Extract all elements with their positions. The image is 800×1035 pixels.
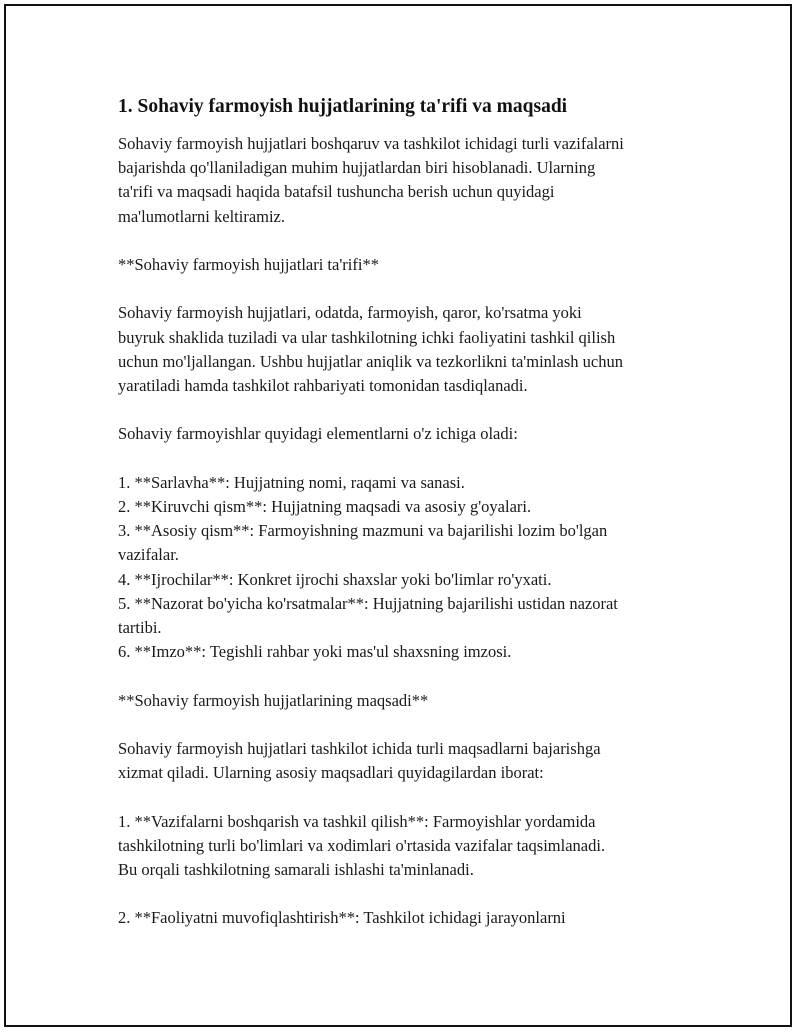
- definition-paragraph: Sohaviy farmoyish hujjatlari, odatda, farmoyish, qaror, ko'rsatma yoki buyruk shaklida tuziladi va ular tashkilotning ichki faoliyatini tashkil qilish uchun mo'ljallangan. Ushbu hujjatlar aniqlik va tezkorlikni ta'minlash uchun yaratiladi hamda tashkilot rahbariyati tomonidan tasdiqlanadi.: [118, 303, 623, 395]
- document-title: 1. Sohaviy farmoyish hujjatlarining ta'rifi va maqsadi: [118, 96, 568, 117]
- spacer: [118, 664, 708, 688]
- spacer: [118, 229, 708, 253]
- definition-heading: **Sohaviy farmoyish hujjatlari ta'rifi**: [118, 255, 379, 274]
- document-body: [118, 94, 708, 931]
- purpose-item-2: 2. **Faoliyatni muvofiqlashtirish**: Tashkilot ichidagi jarayonlarni: [118, 908, 566, 928]
- spacer: [118, 398, 708, 422]
- purpose-item-1: 1. **Vazifalarni boshqarish va tashkil qilish**: Farmoyishlar yordamida tashkilotning turli bo'limlari va xodimlari o'rtasida vazifalar taqsimlanadi. Bu orqali tashkilotning samarali ishlashi ta'minlanadi.: [118, 811, 606, 879]
- spacer: [118, 120, 708, 132]
- spacer: [118, 277, 708, 301]
- spacer: [118, 447, 708, 471]
- purpose-heading: **Sohaviy farmoyish hujjatlarining maqsadi**: [118, 690, 429, 710]
- purpose-paragraph: Sohaviy farmoyish hujjatlari tashkilot ichida turli maqsadlarni bajarishga xizmat qiladi. Ularning asosiy maqsadlari quyidagilardan iborat:: [118, 738, 601, 783]
- elements-intro: Sohaviy farmoyishlar quyidagi elementlarni o'z ichiga oladi:: [118, 424, 518, 444]
- elements-list: 1. **Sarlavha**: Hujjatning nomi, raqami va sanasi. 2. **Kiruvchi qism**: Hujjatning maqsadi va asosiy g'oyalari. 3. **Asosiy qism**: Farmoyishning mazmuni va bajarilishi lozim bo'lgan vazifalar. 4. **Ijrochilar**: Konkret ijrochi shaxslar yoki bo'limlar ro'yxati. 5. **Nazorat bo'yicha ko'rsatmalar**: Hujjatning bajarilishi ustidan nazorat tartibi. 6. **Imzo**: Tegishli rahbar yoki mas'ul shaxsning imzosi.: [118, 472, 618, 662]
- spacer: [118, 713, 708, 737]
- spacer: [118, 785, 708, 809]
- spacer: [118, 882, 708, 906]
- intro-paragraph: Sohaviy farmoyish hujjatlari boshqaruv va tashkilot ichidagi turli vazifalarni bajarishda qo'llaniladigan muhim hujjatlardan biri hisoblanadi. Ularning ta'rifi va maqsadi haqida batafsil tushuncha berish uchun quyidagi ma'lumotlarni keltiramiz.: [118, 134, 624, 226]
